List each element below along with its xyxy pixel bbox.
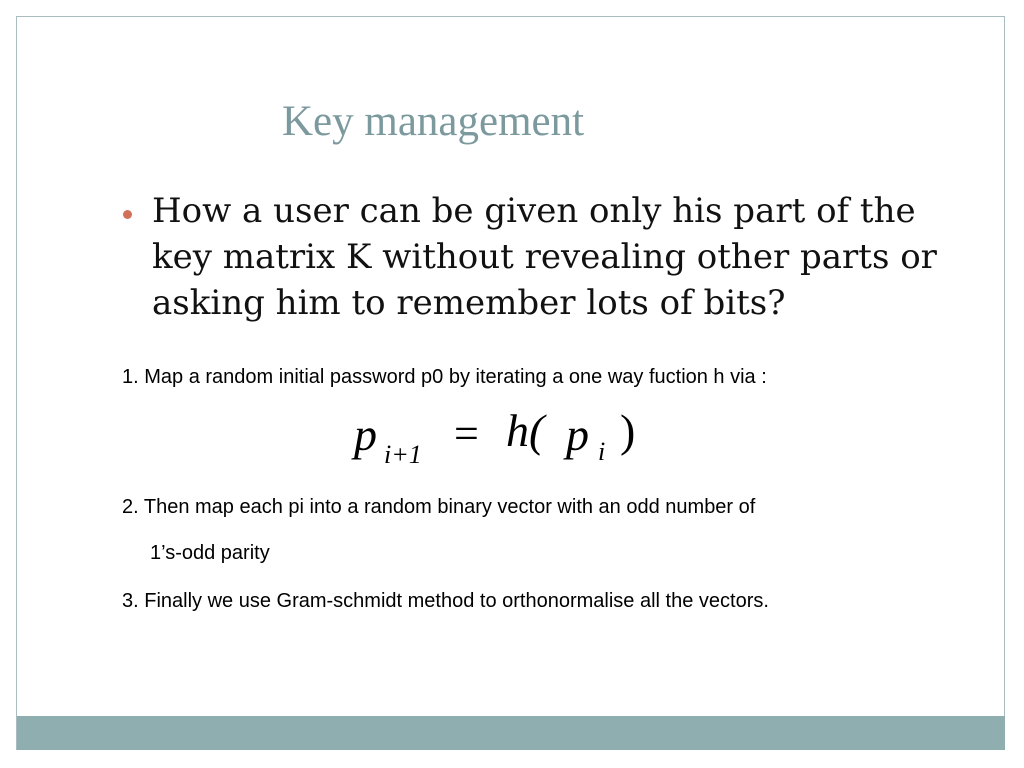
formula-function: h(: [506, 405, 545, 456]
bullet-text: How a user can be given only his part of the key matrix K without revealing other parts or asking him to remember lots of bits?: [152, 191, 937, 323]
footer-bar: [17, 716, 1005, 750]
step-2-continuation: 1’s-odd parity: [150, 542, 270, 564]
bullet-dot-icon: [123, 210, 132, 219]
formula: [354, 405, 654, 469]
step-1-text: 1. Map a random initial password p0 by iterating a one way fuction h via :: [122, 366, 767, 388]
slide-title: Key management: [282, 98, 585, 145]
formula-equals: =: [454, 409, 479, 458]
formula-rhs-subscript: i: [598, 437, 606, 466]
formula-lhs-subscript: i+1: [384, 440, 422, 469]
formula-rhs-var: p: [566, 409, 589, 460]
step-2-text: 2. Then map each pi into a random binary vector with an odd number of: [122, 496, 756, 518]
formula-svg: [354, 405, 654, 469]
formula-lhs-var: p: [354, 409, 377, 460]
formula-close-paren: ): [620, 405, 636, 456]
step-3-text: 3. Finally we use Gram-schmidt method to orthonormalise all the vectors.: [122, 590, 769, 612]
